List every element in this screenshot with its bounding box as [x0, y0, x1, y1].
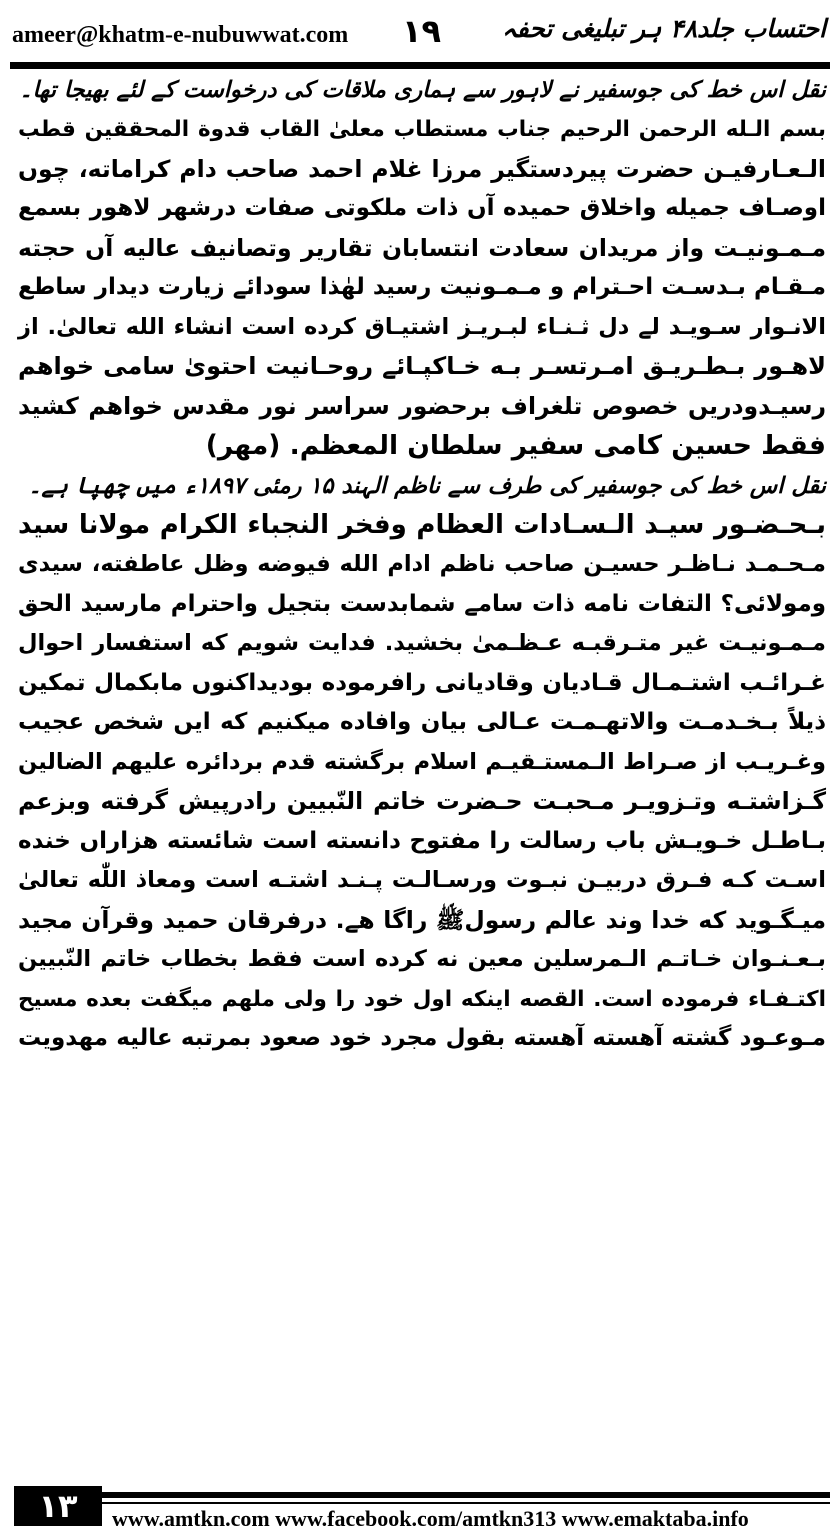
paragraph-2 — [18, 506, 826, 1059]
text-line: مـمـونيـت واز مريدان سعادت انتسابان تقارير وتصانيف عاليه آں حجته — [18, 233, 826, 262]
caption-1: نقل اس خط کی جوسفیر نے لاہور سے ہماری ملاقات کی درخواست کے لئے بھیجا تھا۔ — [19, 77, 826, 103]
text-line: گـزاشتـه وتـزويـر مـحبـت حـضرت خاتم النّبيين رادرپيش گرفته وبزعم — [18, 787, 826, 815]
header-rule — [10, 62, 830, 69]
footer-rule-thick — [102, 1492, 830, 1498]
page-footer — [0, 1486, 840, 1540]
footer-rule-thin — [102, 1502, 830, 1504]
text-line: اوصـاف جميله واخلاق حميده آں ذات ملكوتی صفات درشهر لاهور بسمع — [18, 195, 826, 221]
page-body — [18, 70, 826, 1059]
footer-urls: www.amtkn.com www.facebook.com/amtkn313 www.emaktaba.info — [112, 1506, 749, 1531]
text-line: مـقـام بـدسـت احـترام و مـمـونيت رسيد لهٰذا سودائے زيارت ديدار ساطع — [18, 274, 826, 300]
text-line: اسـت كـه فـرق دربيـن نبـوت ورسـالـت پـنـد اشتـه است ومعاذ اللّٰه تعالیٰ — [18, 867, 826, 893]
text-line: مـحـمـد نـاظـر حسيـن صاحب ناظم ادام الله فيوضه وظل عاطفته، سيدی — [18, 551, 826, 577]
text-line: بسم الـله الرحمن الرحيم جناب مستطاب معلیٰ القاب قدوة المحققين قطب — [18, 117, 826, 142]
text-line: اكتـفـاء فرموده است. القصه اينكه اول خود را ولی ملهم ميگفت بعده مسيح — [18, 986, 826, 1012]
text-line: ذيلاً بـخـدمـت والاتهـمـت عـالی بيان وافاده ميكنيم كه ايں شخص عجيب — [18, 709, 826, 735]
text-line: فقط حسين كامی سفير سلطان المعظم. (مهر) — [205, 430, 826, 461]
text-line: الانـوار سـويـد لے دل ثـنـاء لبـريـز اشتيـاق كرده است انشاء الله تعالیٰ. از — [18, 313, 826, 340]
text-line: بـعـنـوان خـاتـم الـمرسلين معين نه كرده است فقط بخطاب خاتم النّبيين — [18, 946, 826, 972]
page-header — [0, 0, 840, 70]
text-line: ومولائی؟ التفات نامه ذات سامے شمابدست بتجيل واحترام مارسيد الحق — [18, 590, 826, 617]
header-email: ameer@khatm-e-nubuwwat.com — [12, 22, 349, 48]
text-line: مـمـونيـت غير متـرقبـه عـظـمیٰ بخشيد. فدايت شويم كه استفسار احوال — [18, 630, 826, 656]
caption-2: نقل اس خط کی جوسفیر کی طرف سے ناظم الہند ۱۵ رمئی ۱۸۹۷ء میں چھپا ہے۔ — [28, 472, 826, 499]
text-line: ميـگـويد كه خدا وند عالم رسولﷺ راگا هے. درفرقان حميد وقرآن مجيد — [18, 905, 826, 934]
text-line: وغـريـب از صـراط الـمستـقيـم اسلام برگشته قدم بردائره عليهم الضالين — [18, 748, 826, 775]
text-line: غـرائـب اشتـمـال قـاديان وقاديانی رافرموده بوديداكنوں مابكمال تمكين — [18, 669, 826, 696]
text-line: لاهـور بـطـريـق امـرتسـر بـه خـاكپـائے روحـانيت احتویٰ سامی خواهم — [18, 352, 826, 380]
paragraph-1 — [18, 110, 826, 466]
footer-page-number: ۱۳ — [14, 1486, 102, 1526]
text-line: رسيـدودريں خصوص تلغراف برحضور سراسر نور مقدس خواهم كشيد — [18, 391, 826, 420]
text-line: بـحـضـور سيـد الـسـادات العظام وفخر النجباء الكرام مولانا سيد — [18, 509, 826, 540]
text-line: بـاطـل خـويـش باب رسالت را مفتوح دانسته است شائسته هزاراں خنده — [18, 827, 826, 854]
header-page-number: ۱۹ — [402, 12, 442, 50]
text-line: مـوعـود گشته آهسته آهسته بقول مجرد خود صعود بمرتبه عاليه مهدويت — [18, 1025, 826, 1051]
header-title: احتساب جلد۴۸ ہر تبلیغی تحفہ — [502, 14, 826, 43]
text-line: الـعـارفيـن حضرت پيردستگير مرزا غلام احمد صاحب دام كراماته، چوں — [18, 154, 826, 183]
